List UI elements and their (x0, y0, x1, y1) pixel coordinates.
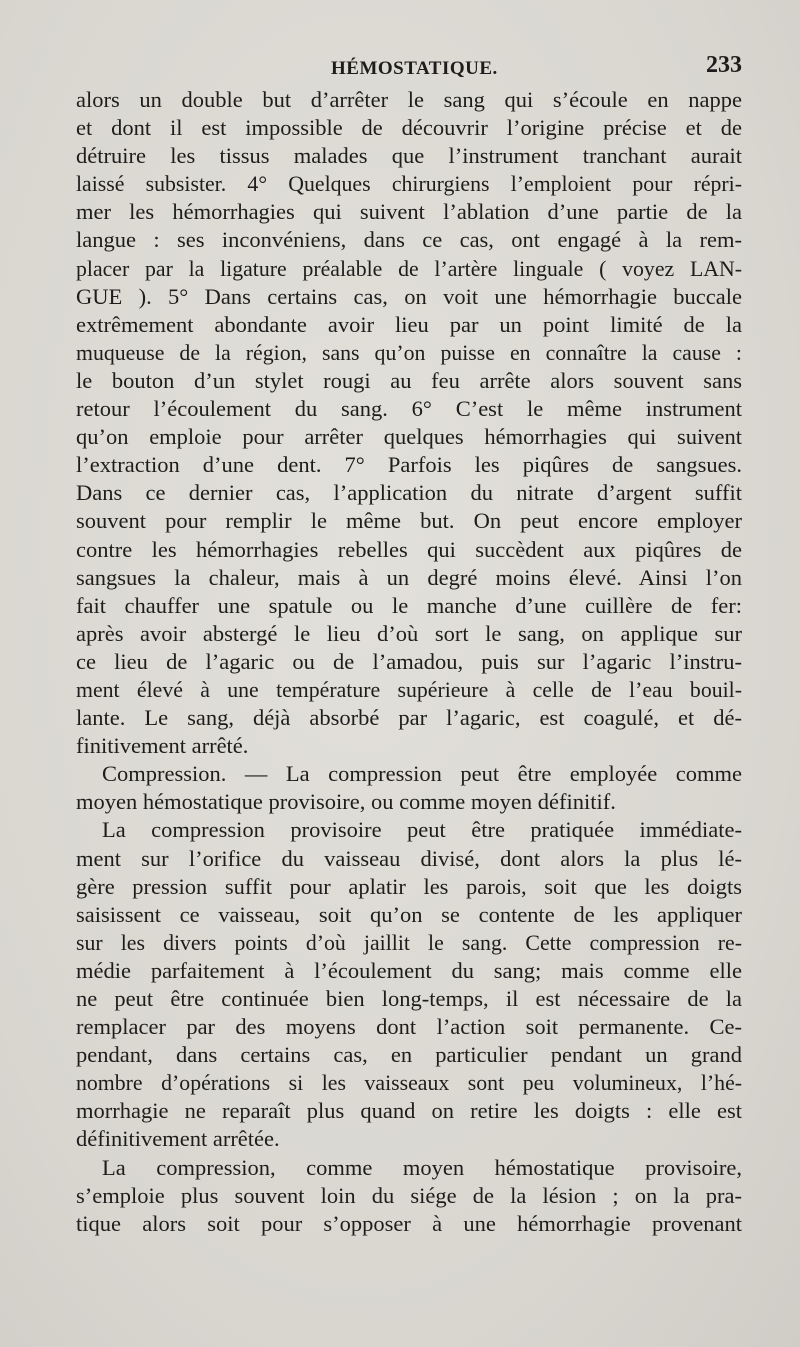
text-line: alors un double but d’arrêter le sang qui s’écoule en nappe (76, 87, 742, 112)
text-line: retour l’écoulement du sang. 6° C’est le même instrument (76, 396, 742, 422)
page-number: 233 (706, 52, 742, 78)
text-line: après avoir abstergé le lieu d’où sort le sang, on applique sur (76, 620, 742, 646)
text-line: souvent pour remplir le même but. On peut encore employer (76, 508, 742, 534)
text-line: fait chauffer une spatule ou le manche d’une cuillère de fer: (76, 592, 742, 618)
text-line: ment sur l’orifice du vaisseau divisé, dont alors la plus lé- (76, 845, 742, 871)
text-line: GUE ). 5° Dans certains cas, on voit une hémorrhagie buccale (76, 283, 742, 309)
text-line: contre les hémorrhagies rebelles qui succèdent aux piqûres de (76, 536, 742, 562)
text-line: moyen hémostatique provisoire, ou comme moyen définitif. (76, 789, 616, 815)
text-line: gère pression suffit pour aplatir les parois, soit que les doigts (76, 873, 742, 899)
text-line: mer les hémorrhagies qui suivent l’ablation d’une partie de la (76, 199, 742, 225)
text-line: et dont il est impossible de découvrir l’origine précise et de (76, 115, 742, 141)
running-head: HÉMOSTATIQUE. (331, 58, 498, 79)
text-line: La compression provisoire peut être pratiquée immédiate- (102, 817, 742, 843)
text-line: s’emploie plus souvent loin du siége de la lésion ; on la pra- (76, 1182, 742, 1208)
text-line: La compression, comme moyen hémostatique provisoire, (102, 1154, 742, 1180)
text-line: pendant, dans certains cas, en particulier pendant un grand (76, 1042, 742, 1068)
text-line: laissé subsister. 4° Quelques chirurgiens l’emploient pour répri- (76, 172, 742, 197)
text-line: saisissent ce vaisseau, soit qu’on se contente de les appliquer (76, 901, 742, 927)
page-header (76, 50, 742, 82)
text-line: extrêmement abondante avoir lieu par un point limité de la (76, 311, 742, 337)
text-line: le bouton d’un stylet rougi au feu arrête alors souvent sans (76, 367, 742, 393)
text-line: langue : ses inconvéniens, dans ce cas, ont engagé à la rem- (76, 227, 742, 253)
text-line: définitivement arrêtée. (76, 1126, 280, 1152)
body-text (76, 86, 742, 1238)
text-line: muqueuse de la région, sans qu’on puisse en connaître la cause : (76, 340, 742, 365)
text-line: remplacer par des moyens dont l’action soit permanente. Ce- (76, 1014, 742, 1040)
text-line: nombre d’opérations si les vaisseaux sont peu volumineux, l’hé- (76, 1071, 742, 1096)
text-line: ment élevé à une température supérieure à celle de l’eau bouil- (76, 677, 742, 702)
text-line: Compression. — La compression peut être employée comme (102, 761, 742, 787)
text-line: finitivement arrêté. (76, 733, 249, 759)
text-line: Dans ce dernier cas, l’application du nitrate d’argent suffit (76, 480, 742, 506)
text-line: sur les divers points d’où jaillit le sang. Cette compression re- (76, 930, 742, 955)
text-line: lante. Le sang, déjà absorbé par l’agaric, est coagulé, et dé- (76, 705, 742, 731)
text-line: ne peut être continuée bien long-temps, il est nécessaire de la (76, 986, 742, 1011)
text-line: détruire les tissus malades que l’instrument tranchant aurait (76, 143, 742, 169)
text-line: l’extraction d’une dent. 7° Parfois les piqûres de sangsues. (76, 452, 742, 478)
text-line: morrhagie ne reparaît plus quand on retire les doigts : elle est (76, 1098, 742, 1124)
text-line: médie parfaitement à l’écoulement du sang; mais comme elle (76, 957, 742, 983)
text-line: ce lieu de l’agaric ou de l’amadou, puis sur l’agaric l’instru- (76, 648, 742, 674)
text-line: placer par la ligature préalable de l’artère linguale ( voyez LAN- (76, 256, 742, 281)
text-line: qu’on emploie pour arrêter quelques hémorrhagies qui suivent (76, 424, 742, 450)
text-line: sangsues la chaleur, mais à un degré moins élevé. Ainsi l’on (76, 564, 742, 590)
text-line: tique alors soit pour s’opposer à une hémorrhagie provenant (76, 1210, 742, 1236)
